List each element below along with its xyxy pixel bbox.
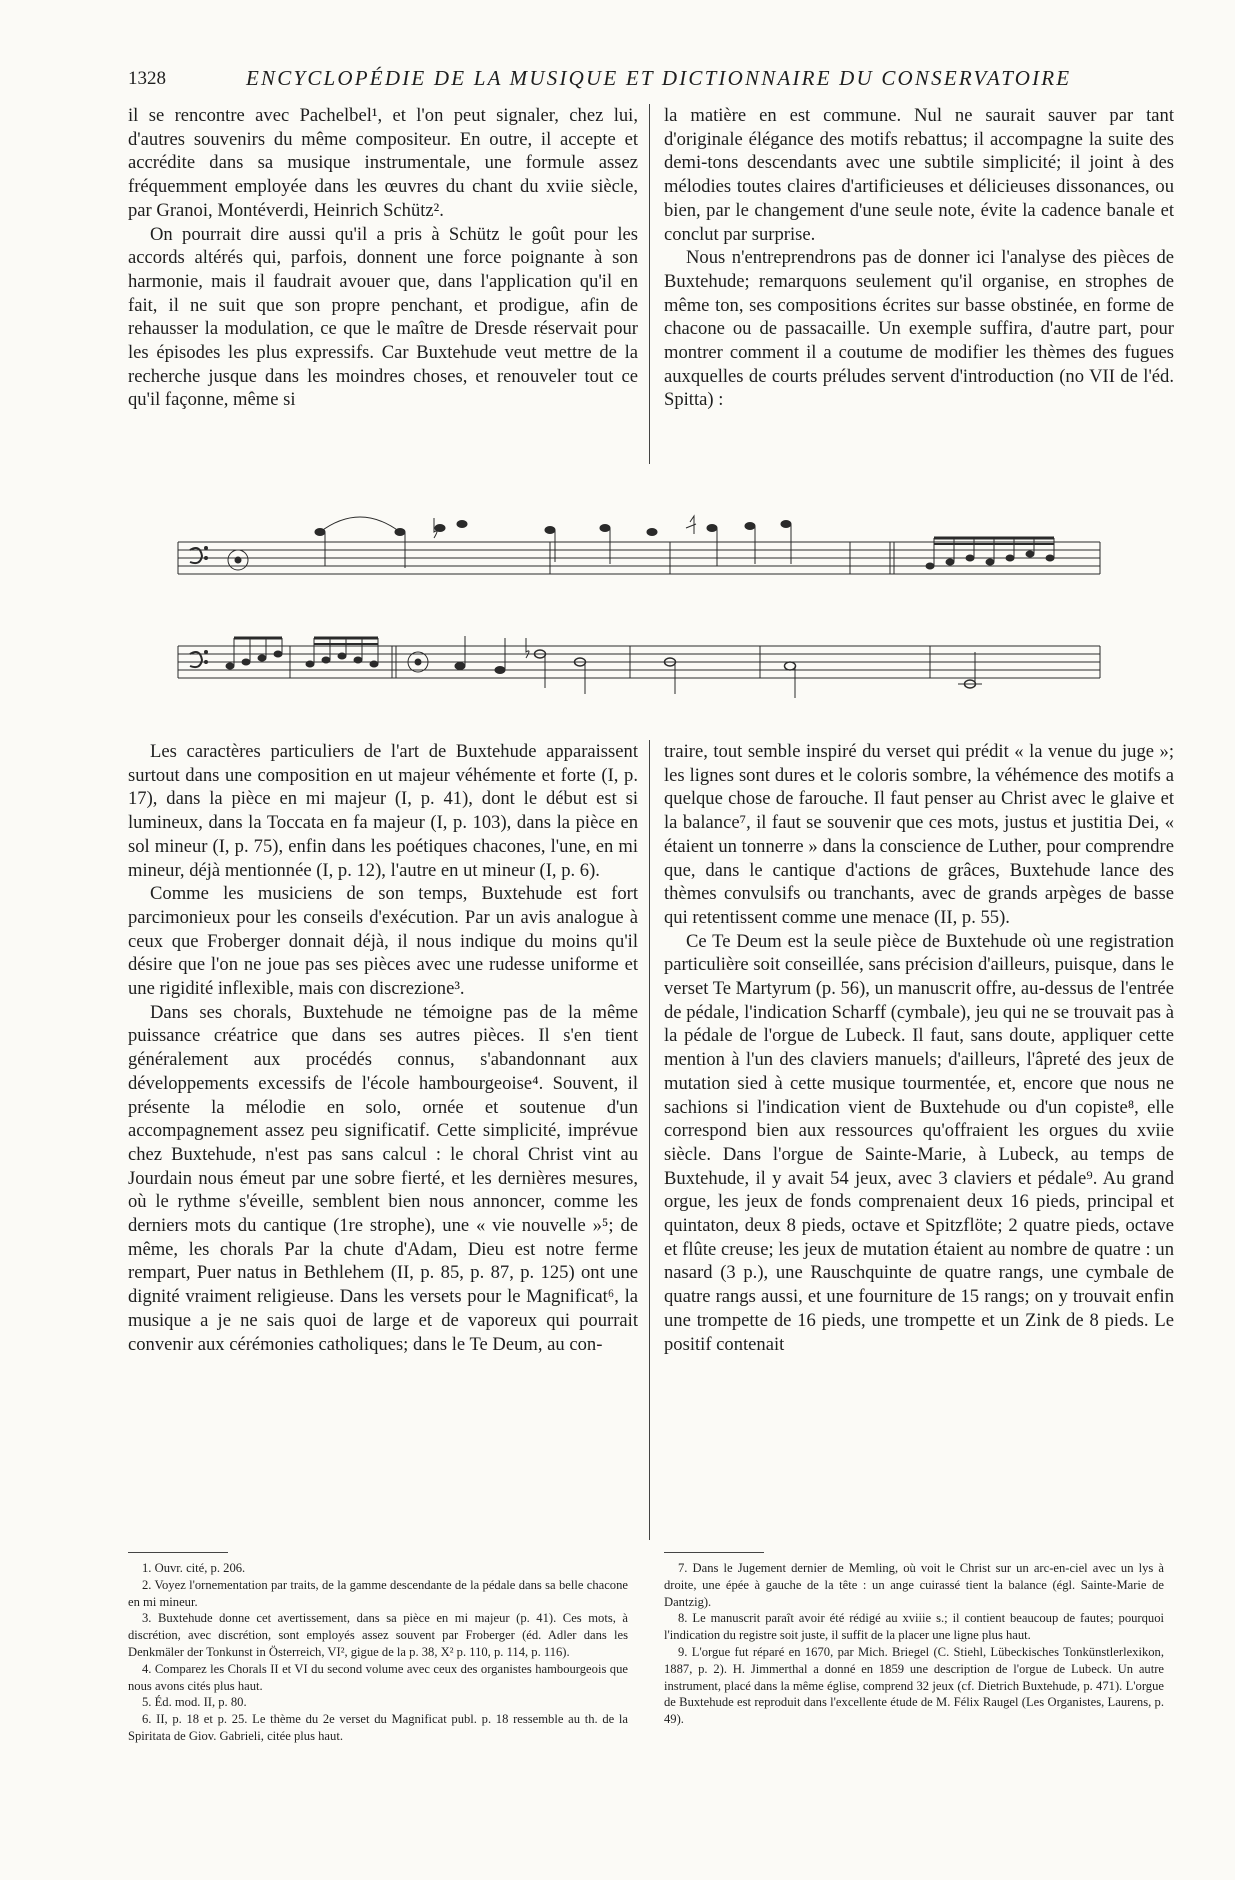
music-staff-1 [178,516,1100,574]
page-number: 1328 [128,68,166,89]
footnote: 5. Éd. mod. II, p. 80. [142,1695,247,1710]
top-right-column [664,104,1174,412]
paragraph: il se rencontre avec Pachelbel¹, et l'on peut signaler, chez lui, d'autres souvenirs du même compositeur. En outre, il accepte et accrédite dans sa musique instrumentale, une formule assez fréquemment employée dans les œuvres du chant du xviie siècle, par Granoi, Montéverdi, Heinrich Schütz². [128,105,638,221]
paragraph: Nous n'entreprendrons pas de donner ici l'analyse des pièces de Buxtehude; remarquons seulement qu'il organise, en strophes de même ton, ses compositions écrites sur basse obstinée, en forme de chacone ou de passacaille. Un exemple suffira, d'autre part, pour montrer comment il a coutume de modifier les thèmes des fugues auxquelles de courts préludes servent d'introduction (no VII de l'éd. Spitta) : [664,247,1174,411]
bottom-left-column [128,740,638,1356]
running-title: ENCYCLOPÉDIE DE LA MUSIQUE ET DICTIONNAIRE DU CONSERVATOIRE [246,66,1072,90]
footnote: 8. Le manuscrit paraît avoir été rédigé au xviiie s.; il contient beaucoup de fautes; pourquoi l'indication du registre soit juste, il suffit de la placer une ligne plus haut. [664,1611,1164,1643]
footnote: 3. Buxtehude donne cet avertissement, dans sa pièce en mi majeur (p. 41). Ces mots, à discrétion, avec discrétion, sont employés assez souvent par Froberger (éd. Adler dans les Denkmäler der Tonkunst in Österreich, VI², gigue de la p. 38, X² p. 110, p. 114, p. 116). [128,1611,628,1659]
paragraph: Comme les musiciens de son temps, Buxtehude est fort parcimonieux pour les conseils d'exécution. Par un avis analogue à ceux que Froberger donnait déjà, il nous indique du moins qu'il désire que l'on ne joue pas ses pièces avec une rudesse uniforme et une rigidité inflexible, mais con discrezione³. [128,883,638,1000]
music-staff-2 [178,636,1100,698]
footnote-rule [664,1552,764,1553]
footnote: 1. Ouvr. cité, p. 206. [142,1561,246,1575]
top-left-column [128,104,638,412]
paragraph: Dans ses chorals, Buxtehude ne témoigne pas de la même puissance créatrice que dans ses autres pièces. Il s'en tient généralement aux procédés connus, s'abandonnant aux développements excessifs de l'école hambourgeoise⁴. Souvent, il présente la mélodie en solo, ornée et soutenue d'un accompagnement assez peu significatif. Cette simplicité, imprévue chez Buxtehude, n'est pas sans calcul : le choral Christ vint au Jourdain nous émeut par une sobre fierté, et les dernières mesures, où le rythme s'éveille, semblent bien nous annoncer, comme les derniers mots du cantique (1re strophe), une « vie nouvelle »⁵; de même, les chorals Par la chute d'Adam, Dieu est notre ferme rempart, Puer natus in Bethlehem (II, p. 85, p. 87, p. 125) ont une dignité vraiment religieuse. Dans les versets pour le Magnificat⁶, la musique a je ne sais quoi de large et de vaporeux qui pourrait convenir aux cérémonies catholiques; dans le Te Deum, au con- [128,1001,638,1355]
footnote: 6. II, p. 18 et p. 25. Le thème du 2e verset du Magnificat publ. p. 18 ressemble au th. de la Spiritata de Giov. Gabrieli, citée plus haut. [128,1712,628,1743]
footnote: 7. Dans le Jugement dernier de Memling, où voit le Christ sur un arc-en-ciel avec un lys à droite, une épée à gauche de la tête : un ange cuirassé tient la balance (égl. Sainte-Marie de Dantzig). [664,1561,1164,1609]
running-header [128,66,1138,98]
bottom-right-column [664,740,1174,1356]
paragraph: On pourrait dire aussi qu'il a pris à Schütz le goût pour les accords altérés qui, parfois, donnent une force poignante à son harmonie, mais il faudrait avouer que, dans l'application qu'il en fait, il ne suit que son propre penchant, et prodigue, afin de rehausser la modulation, ce que le maître de Dresde réservait pour les épisodes les plus expressifs. Car Buxtehude veut mettre de la recherche jusque dans les moindres choses, et renouveler tout ce qu'il façonne, même si [128,223,638,411]
footnote: 9. L'orgue fut réparé en 1670, par Mich. Briegel (C. Stiehl, Lübeckisches Tonkünstlerlexikon, 1887, p. 2). H. Jimmerthal a donné en 1859 une description de l'orgue de Lubeck. Un autre instrument, placé dans la même église, comprend 32 jeux (cf. Dietrich Buxtehude, p. 471). L'orgue de Buxtehude est reproduit dans l'excellente étude de M. Félix Raugel (Les Organistes, Laurens, p. 49). [664,1644,1164,1727]
paragraph: traire, tout semble inspiré du verset qui prédit « la venue du juge »; les lignes sont dures et le coloris sombre, la véhémence des motifs a quelque chose de farouche. Il faut penser au Christ avec le glaive et la balance⁷, il faut se souvenir que ces mots, justus et justitia Dei, « étaient un tonnerre » dans la conscience de Luther, pour comprendre que, dans le cantique d'actions de grâces, Buxtehude lance des thèmes convulsifs ou tranchants, avec de grands arpèges de basse qui retentissent comme une menace (II, p. 55). [664,741,1174,928]
footnote: 2. Voyez l'ornementation par traits, de la gamme descendante de la pédale dans sa belle chacone en mi mineur. [128,1577,628,1609]
paragraph: Ce Te Deum est la seule pièce de Buxtehude où une registration particulière soit conseillée, sans précision d'ailleurs, puisque, dans le verset Te Martyrum (p. 56), un manuscrit offre, au-dessus de l'entrée de pédale, l'indication Scharff (cymbale), jeu qui ne se trouvait pas à la pédale de l'orgue de Lubeck. Il faut, sans doute, appliquer cette mention à l'un des claviers manuels; d'ailleurs, l'âpreté des jeux de mutation sied à cette musique tourmentée, et, encore que nous ne sachions si l'indication vient de Buxtehude ou d'un copiste⁸, elle correspond bien aux ressources qu'offraient les orgues du xviie siècle. Dans l'orgue de Sainte-Marie, à Lubeck, au temps de Buxtehude, il y avait 54 jeux, avec 3 claviers et pédale⁹. Au grand orgue, les jeux de fonds comprenaient deux 16 pieds, principal et quintaton, deux 8 pieds, octave et Spitzflöte; 2 quatre pieds, octave et flûte creuse; les jeux de mutation étaient au nombre de quatre : un nasard (3 p.), une Rauschquinte de quatre rangs, une cymbale de quatre rangs aussi, et une fourniture de 15 rangs; on y trouvait enfin une trompette de 16 pieds, une trompette et un Zink de 8 pieds. Le positif contenait [664,930,1174,1355]
paragraph: la matière en est commune. Nul ne saurait sauver par tant d'originale élégance des motifs rebattus; il accompagne la suite des demi-tons descendants avec une subtile simplicité; il joint à des mélodies toutes claires d'artificieuses et délicieuses dissonances, ou bien, par le changement d'une seule note, évite la cadence banale et conclut par surprise. [664,105,1174,245]
music-example [150,488,1110,718]
footnote: 4. Comparez les Chorals II et VI du second volume avec ceux des organistes hambourgeois que nous avons cités plus haut. [128,1661,628,1693]
footnotes-left [128,1560,628,1745]
footnotes-right [664,1560,1164,1728]
paragraph: Les caractères particuliers de l'art de Buxtehude apparaissent surtout dans une composition en ut majeur véhémente et forte (I, p. 17), dans la pièce en mi majeur (I, p. 41), dont le début est si lumineux, dans la Toccata en fa majeur (I, p. 103), dans la pièce en sol mineur (I, p. 75), enfin dans les poétiques chacones, l'une, en mi mineur, déjà mentionnée (I, p. 12), l'autre en ut mineur (I, p. 6). [128,741,638,881]
column-divider [649,104,650,464]
column-divider [649,740,650,1540]
footnote-rule [128,1552,228,1553]
